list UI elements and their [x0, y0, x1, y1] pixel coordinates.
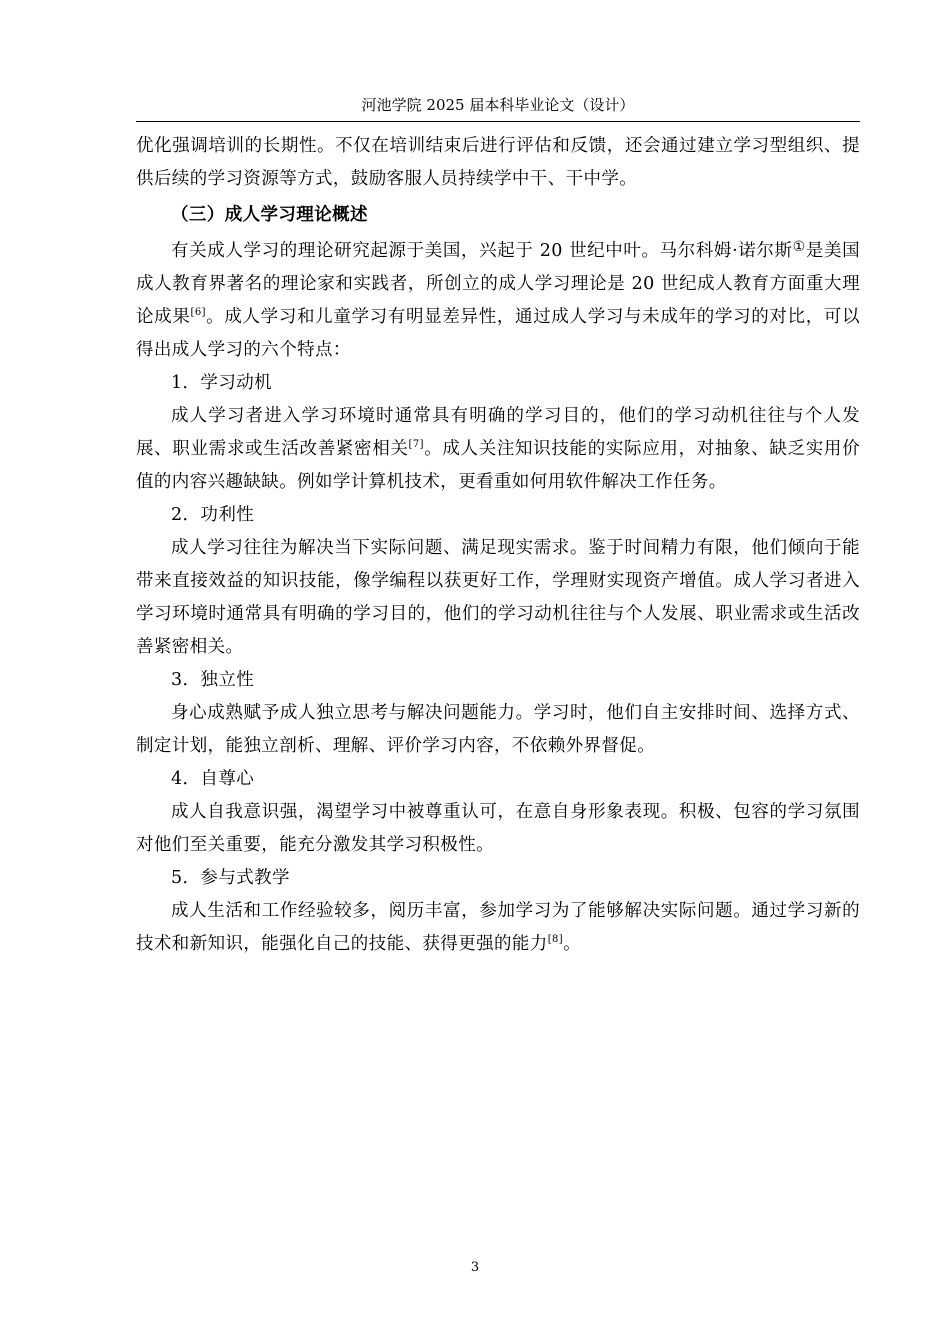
item-title-4: 4．自尊心	[171, 769, 255, 789]
item-text-2: 成人学习往往为解决当下实际问题、满足现实需求。鉴于时间精力有限，他们倾向于能带来直接效益的知识技能，像学编程以获更好工作，学理财实现资产增值。成人学习者进入学习环境时通常具有明确的学习目的，他们的学习动机往往与个人发展、职业需求或生活改善紧密相关。	[136, 538, 860, 657]
header-rule	[136, 121, 860, 122]
item-title-5: 5．参与式教学	[171, 868, 290, 888]
paragraph-intro-part-c: 。成人学习和儿童学习有明显差异性，通过成人学习与未成年的学习的对比，可以得出成人学习的六个特点：	[136, 307, 860, 360]
page-number: 3	[470, 1260, 480, 1275]
body-text	[136, 130, 860, 961]
item-title-1: 1．学习动机	[171, 373, 273, 393]
footnote-marker: ①	[792, 239, 806, 255]
paragraph-intro-part-a: 有关成人学习的理论研究起源于美国，兴起于 20 世纪中叶。马尔科姆·诺尔斯	[171, 241, 793, 261]
paragraph-intro	[136, 235, 860, 367]
item-text-1-part-b: 。成人关注知识技能的实际应用，对抽象、缺乏实用价值的内容兴趣缺缺。例如学计算机技术，更看重如何用软件解决工作任务。	[136, 439, 860, 492]
item-text-5-part-a: 成人生活和工作经验较多，阅历丰富，参加学习为了能够解决实际问题。通过学习新的技术和新知识，能强化自己的技能、获得更强的能力	[136, 901, 860, 954]
paragraph-continuation: 优化强调培训的长期性。不仅在培训结束后进行评估和反馈，还会通过建立学习型组织、提供后续的学习资源等方式，鼓励客服人员持续学中干、干中学。	[136, 136, 860, 189]
item-text-1-part-a: 成人学习者进入学习环境时通常具有明确的学习目的，他们的学习动机往往与个人发展、职业需求或生活改善紧密相关	[136, 406, 860, 459]
citation-7: [7]	[408, 439, 424, 451]
item-text-5	[136, 895, 860, 961]
citation-8: [8]	[547, 934, 564, 946]
item-text-4: 成人自我意识强，渴望学习中被尊重认可，在意自身形象表现。积极、包容的学习氛围对他们至关重要，能充分激发其学习积极性。	[136, 802, 860, 855]
paragraph-intro-part-b: 是美国成人教育界著名的理论家和实践者，所创立的成人学习理论是 20 世纪成人教育方面重大理论成果	[136, 241, 860, 327]
item-title-2: 2．功利性	[171, 505, 255, 525]
section-heading: （三）成人学习理论概述	[171, 205, 368, 225]
item-text-1	[136, 400, 860, 499]
item-title-3: 3．独立性	[171, 670, 255, 690]
item-text-5-part-b: 。	[563, 934, 581, 954]
page-header: 河池学院 2025 届本科毕业论文（设计）	[361, 96, 635, 114]
item-text-3: 身心成熟赋予成人独立思考与解决问题能力。学习时，他们自主安排时间、选择方式、制定计划，能独立剖析、理解、评价学习内容，不依赖外界督促。	[136, 703, 860, 756]
citation-6: [6]	[190, 307, 206, 319]
